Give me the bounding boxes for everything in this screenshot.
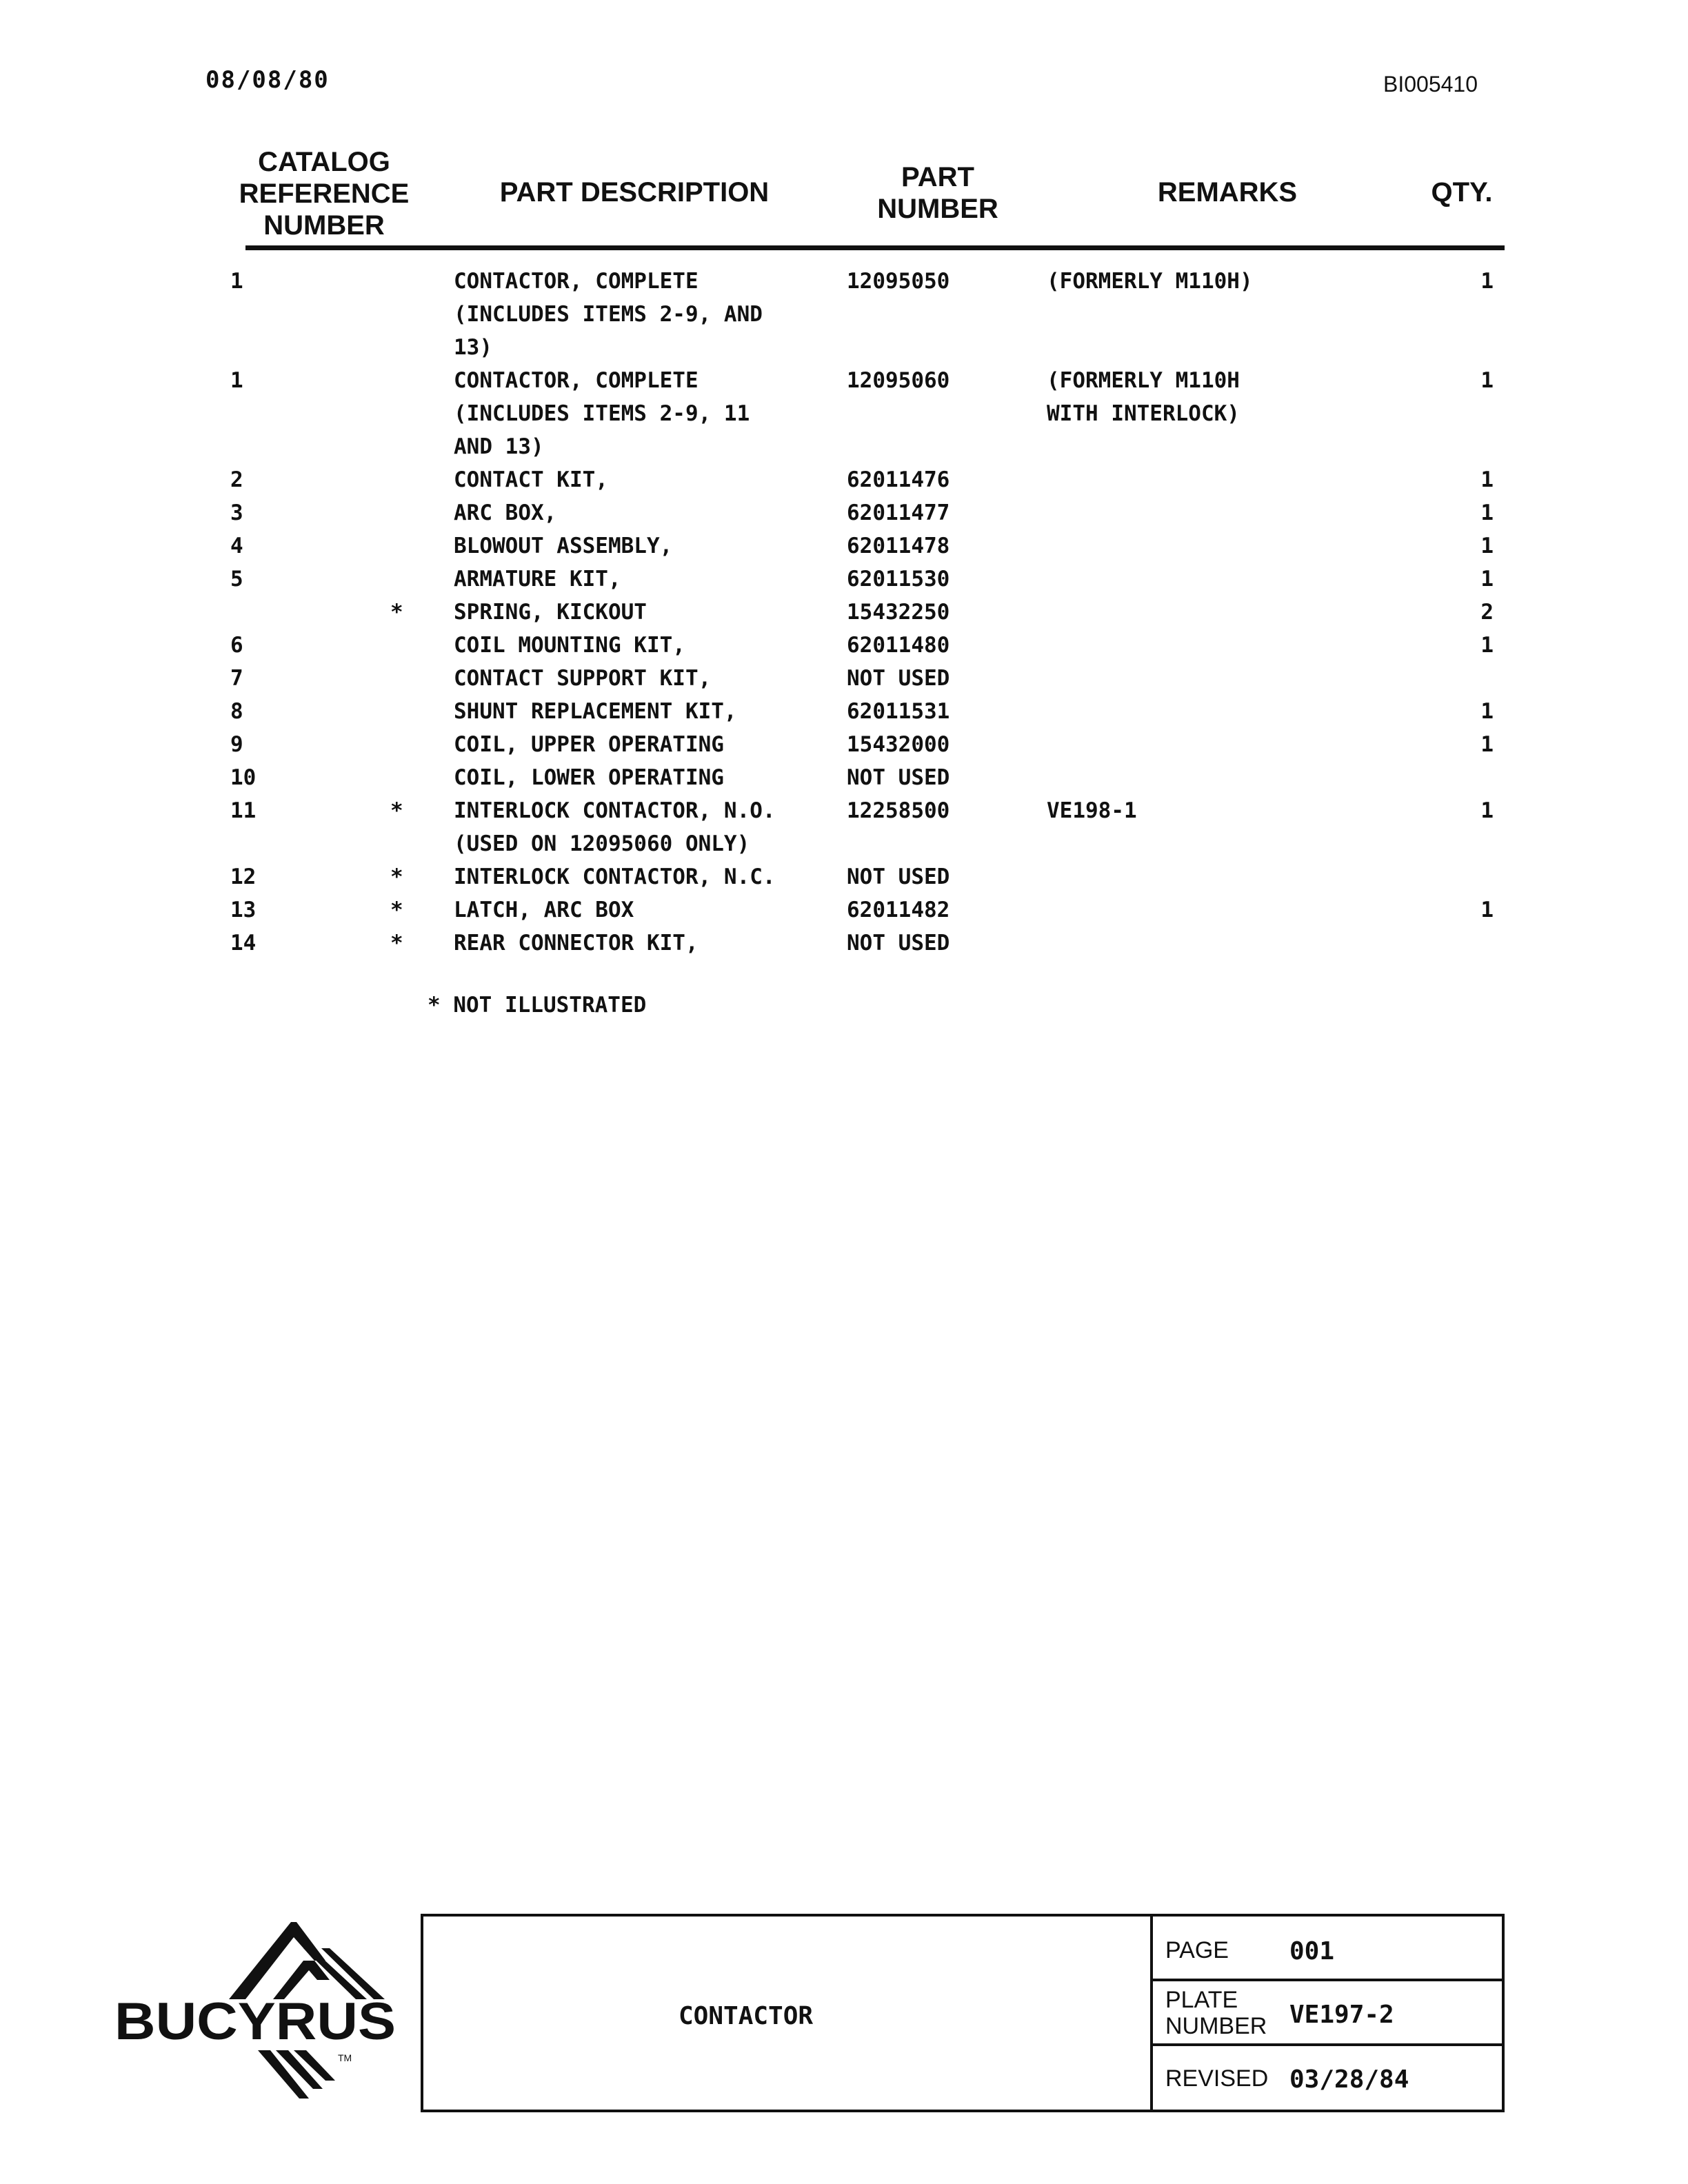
column-header-line: REFERENCE bbox=[239, 179, 410, 209]
page-value: 001 bbox=[1289, 1937, 1335, 1965]
part-description: COIL, UPPER OPERATING bbox=[454, 732, 724, 757]
part-number: 62011530 bbox=[847, 567, 950, 592]
ref-number: 2 bbox=[230, 467, 243, 492]
quantity: 1 bbox=[1480, 798, 1494, 823]
ref-number: 9 bbox=[230, 732, 243, 757]
plate-label-line: NUMBER bbox=[1165, 2013, 1267, 2039]
remarks: (FORMERLY M110H WITH INTERLOCK) bbox=[1047, 368, 1240, 426]
part-description: SHUNT REPLACEMENT KIT, bbox=[454, 699, 737, 724]
table-row bbox=[0, 927, 1688, 960]
logo-wordmark: BUCYRUS bbox=[114, 1992, 396, 2051]
quantity: 1 bbox=[1480, 467, 1494, 492]
table-row bbox=[0, 629, 1688, 662]
remarks: (FORMERLY M110H) bbox=[1047, 269, 1253, 294]
plate-number-value: VE197-2 bbox=[1289, 2001, 1394, 2029]
column-header-qty: QTY. bbox=[1431, 177, 1493, 208]
quantity: 1 bbox=[1480, 699, 1494, 724]
page-row bbox=[1153, 1917, 1505, 1981]
table-row bbox=[0, 893, 1688, 927]
ref-number: 10 bbox=[230, 765, 257, 790]
title-block bbox=[421, 1914, 1505, 2112]
parts-table bbox=[0, 265, 1688, 960]
revised-row bbox=[1153, 2046, 1505, 2110]
ref-number: 4 bbox=[230, 534, 243, 558]
quantity: 1 bbox=[1480, 368, 1494, 393]
part-number: 62011531 bbox=[847, 699, 950, 724]
part-number: 15432000 bbox=[847, 732, 950, 757]
print-date: 08/08/80 bbox=[205, 66, 330, 94]
column-header-remarks: REMARKS bbox=[1157, 177, 1298, 208]
ref-number: 3 bbox=[230, 501, 243, 525]
part-description: CONTACT KIT, bbox=[454, 467, 608, 492]
plate-title: CONTACTOR bbox=[679, 2002, 814, 2030]
column-header-line: CATALOG bbox=[258, 147, 390, 177]
quantity: 1 bbox=[1480, 501, 1494, 525]
quantity: 1 bbox=[1480, 269, 1494, 294]
ref-number: 7 bbox=[230, 666, 243, 691]
table-row bbox=[0, 496, 1688, 529]
column-header-catalog-reference bbox=[221, 146, 428, 241]
table-row bbox=[0, 728, 1688, 761]
part-description: ARC BOX, bbox=[454, 501, 557, 525]
part-number: 62011482 bbox=[847, 898, 950, 922]
not-illustrated-mark: * bbox=[390, 931, 403, 956]
table-row bbox=[0, 794, 1688, 860]
table-row bbox=[0, 265, 1688, 364]
footnote: * NOT ILLUSTRATED bbox=[428, 993, 647, 1018]
table-row bbox=[0, 761, 1688, 794]
header-rule bbox=[245, 245, 1505, 250]
revised-value: 03/28/84 bbox=[1289, 2065, 1409, 2094]
part-description: INTERLOCK CONTACTOR, N.C. bbox=[454, 865, 776, 889]
ref-number: 13 bbox=[230, 898, 257, 922]
ref-number: 6 bbox=[230, 633, 243, 658]
quantity: 1 bbox=[1480, 633, 1494, 658]
table-row bbox=[0, 364, 1688, 463]
table-row bbox=[0, 463, 1688, 496]
part-description: SPRING, KICKOUT bbox=[454, 600, 647, 625]
part-description: CONTACT SUPPORT KIT, bbox=[454, 666, 712, 691]
logo-trademark: TM bbox=[338, 2052, 352, 2063]
quantity: 1 bbox=[1480, 534, 1494, 558]
table-row bbox=[0, 860, 1688, 893]
part-number: 12095050 bbox=[847, 269, 950, 294]
part-number: NOT USED bbox=[847, 765, 950, 790]
ref-number: 5 bbox=[230, 567, 243, 592]
part-number: 62011476 bbox=[847, 467, 950, 492]
plate-number-row bbox=[1153, 1981, 1505, 2046]
part-number: NOT USED bbox=[847, 931, 950, 956]
part-number: 12258500 bbox=[847, 798, 950, 823]
quantity: 1 bbox=[1480, 732, 1494, 757]
page-label: PAGE bbox=[1165, 1937, 1229, 1963]
quantity: 2 bbox=[1480, 600, 1494, 625]
ref-number: 1 bbox=[230, 269, 243, 294]
ref-number: 1 bbox=[230, 368, 243, 393]
column-header-line: NUMBER bbox=[877, 194, 998, 224]
document-id: BI005410 bbox=[1383, 72, 1478, 97]
plate-number-label bbox=[1165, 1987, 1267, 2039]
part-description: INTERLOCK CONTACTOR, N.O. (USED ON 12095060 ONLY) bbox=[454, 798, 776, 856]
part-description: BLOWOUT ASSEMBLY, bbox=[454, 534, 673, 558]
plate-label-line: PLATE bbox=[1165, 1987, 1238, 2013]
column-header-line: NUMBER bbox=[263, 210, 385, 241]
part-description: ARMATURE KIT, bbox=[454, 567, 621, 592]
part-number: 62011478 bbox=[847, 534, 950, 558]
quantity: 1 bbox=[1480, 567, 1494, 592]
part-description: COIL, LOWER OPERATING bbox=[454, 765, 724, 790]
not-illustrated-mark: * bbox=[390, 898, 403, 922]
column-header-part-description: PART DESCRIPTION bbox=[499, 177, 770, 208]
ref-number: 11 bbox=[230, 798, 257, 823]
quantity: 1 bbox=[1480, 898, 1494, 922]
remarks: VE198-1 bbox=[1047, 798, 1137, 823]
part-number: 62011477 bbox=[847, 501, 950, 525]
part-description: REAR CONNECTOR KIT, bbox=[454, 931, 699, 956]
not-illustrated-mark: * bbox=[390, 798, 403, 823]
not-illustrated-mark: * bbox=[390, 600, 403, 625]
part-description: CONTACTOR, COMPLETE (INCLUDES ITEMS 2-9, 11 AND 13) bbox=[454, 368, 750, 459]
table-row bbox=[0, 529, 1688, 563]
column-header-part-number bbox=[841, 161, 1034, 225]
revised-label: REVISED bbox=[1165, 2065, 1269, 2092]
part-description: CONTACTOR, COMPLETE (INCLUDES ITEMS 2-9, AND 13) bbox=[454, 269, 763, 360]
ref-number: 8 bbox=[230, 699, 243, 724]
table-row bbox=[0, 563, 1688, 596]
table-row bbox=[0, 695, 1688, 728]
table-row bbox=[0, 596, 1688, 629]
part-number: NOT USED bbox=[847, 666, 950, 691]
part-description: LATCH, ARC BOX bbox=[454, 898, 634, 922]
bucyrus-logo bbox=[110, 1918, 400, 2111]
column-header-line: PART bbox=[901, 162, 974, 192]
part-number: NOT USED bbox=[847, 865, 950, 889]
part-number: 12095060 bbox=[847, 368, 950, 393]
ref-number: 14 bbox=[230, 931, 257, 956]
part-description: COIL MOUNTING KIT, bbox=[454, 633, 685, 658]
ref-number: 12 bbox=[230, 865, 257, 889]
table-row bbox=[0, 662, 1688, 695]
part-number: 15432250 bbox=[847, 600, 950, 625]
part-number: 62011480 bbox=[847, 633, 950, 658]
not-illustrated-mark: * bbox=[390, 865, 403, 889]
